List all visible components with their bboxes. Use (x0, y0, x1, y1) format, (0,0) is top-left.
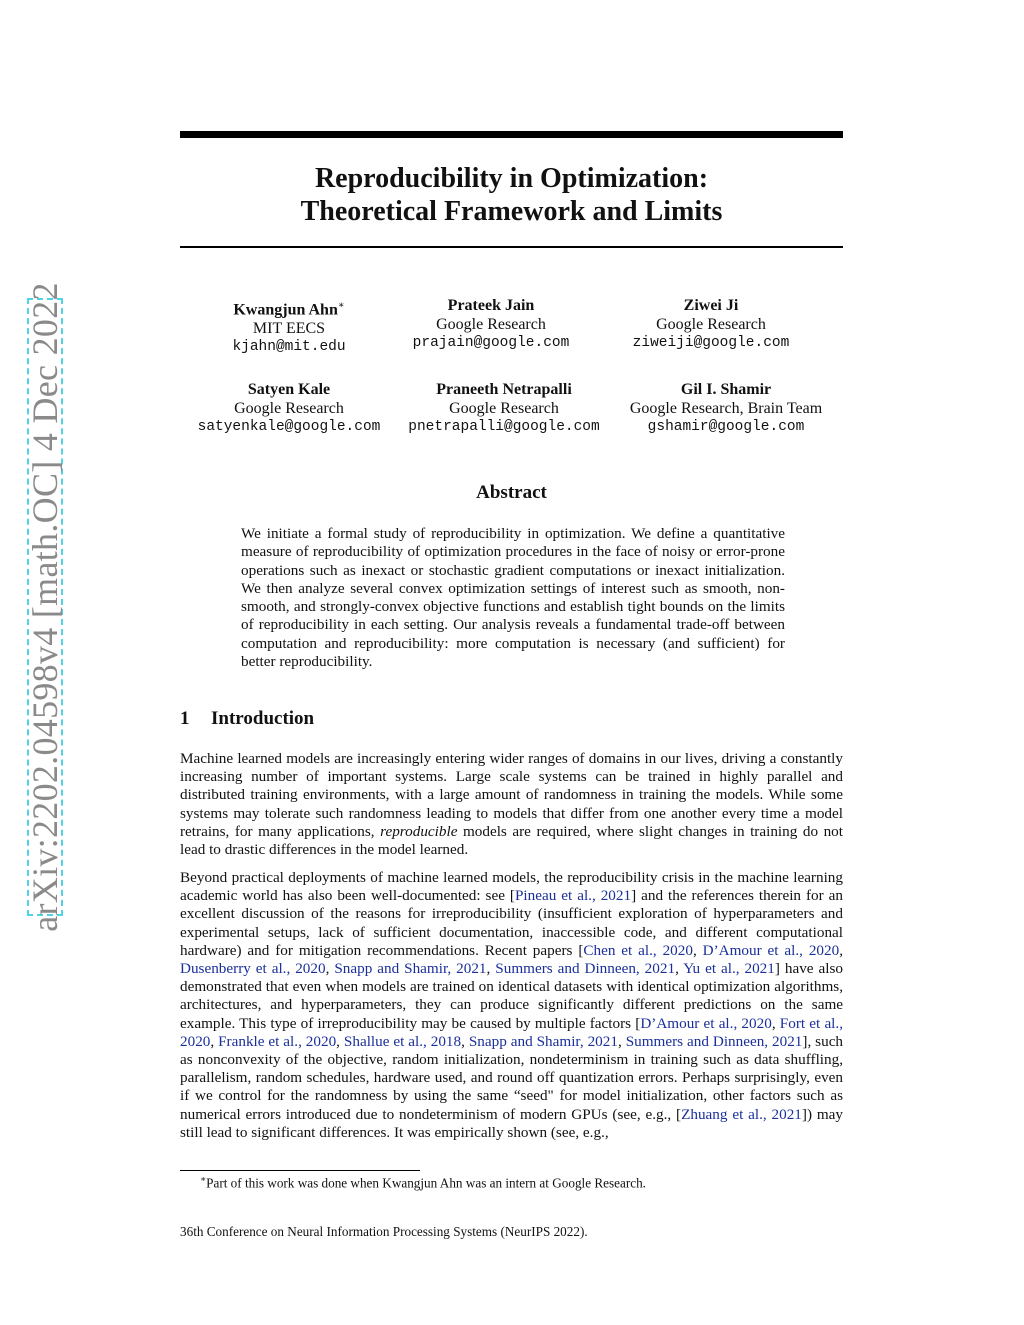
body-text: , (325, 960, 335, 978)
citation-link[interactable]: Zhuang et al., 2021 (681, 1105, 802, 1123)
citation-link[interactable]: D’Amour et al., 2020 (702, 941, 840, 959)
body-text: , (675, 960, 684, 978)
author-email: kjahn@mit.edu (232, 339, 346, 356)
body-text: Machine learned models are increasingly entering wider ranges of domains in our lives, driving a constantly increasing number of important systems. Large scale systems can be trained in highly parallel and distributed training environments, with a large amount of randomness in training the models. While some systems may tolerate such randomness leading to models that differ from one another every time a model retrains, for many applications, (180, 750, 843, 840)
author-name: Prateek Jain (447, 297, 535, 314)
body-text: ], such as nonconvexity of the objective, random initialization, nondeterminism in training such as data shuffling, parallelism, random schedules, hardware used, and round off quantization errors. Perhaps surprisingly, even if we control for the randomness by using the same “seed" for model initialization, other factors such as numerical errors introduced due to nondeterminism of modern GPUs (see, e.g., [ (180, 1032, 844, 1123)
author-email: pnetrapalli@google.com (408, 419, 600, 435)
citation-link[interactable]: Snapp and Shamir, 2021 (468, 1032, 618, 1050)
paragraph-1 (180, 750, 843, 859)
citation-link[interactable]: D’Amour et al., 2020 (640, 1014, 772, 1032)
citation-link[interactable]: Summers and Dinneen, 2021 (495, 960, 676, 978)
citation-link[interactable]: Yu et al., 2021 (683, 960, 775, 978)
citation-link[interactable]: Pineau et al., 2021 (514, 887, 632, 905)
footnote-text: Part of this work was done when Kwangjun Ahn was an intern at Google Research. (206, 1175, 646, 1191)
body-text: Beyond practical deployments of machine learned models, the reproducibility crisis in the machine learning academic world has also been well-documented: see [ (180, 869, 843, 905)
emphasis-text: reproducible (380, 822, 458, 840)
body-text: , (461, 1032, 469, 1050)
section-title: Introduction (211, 708, 315, 729)
author-email: gshamir@google.com (647, 419, 805, 435)
paragraph-2 (180, 869, 843, 1142)
citation-link[interactable]: Snapp and Shamir, 2021 (334, 960, 487, 978)
body-text: , (839, 941, 843, 959)
body-text: models are required, where slight changes in training do not lead to drastic differences in the model learned. (180, 822, 843, 859)
section-heading (180, 708, 314, 730)
footnote-rule (180, 1170, 420, 1171)
citation-link[interactable]: Fort et al., 2020 (180, 1014, 843, 1050)
author-name: Satyen Kale (247, 381, 331, 398)
citation-link[interactable]: Shallue et al., 2018 (343, 1032, 462, 1050)
section-number: 1 (180, 708, 190, 729)
body-text: , (486, 960, 496, 978)
title-line-1: Reproducibility in Optimization: (314, 163, 709, 194)
body-text: ] have also demonstrated that even when models are trained on identical datasets with identical optimization algorithms, architectures, and hyperparameters, they can produce significantly different predictions on the same example. This type of irreproducibility may be caused by multiple factors [ (180, 960, 843, 1032)
author-block (581, 296, 841, 353)
author-affiliation: MIT EECS (252, 320, 326, 338)
author-name: Ziwei Ji (683, 297, 739, 314)
citation-link[interactable]: Chen et al., 2020 (583, 941, 693, 959)
body-text: , (617, 1032, 626, 1050)
author-email: prajain@google.com (412, 335, 570, 351)
author-name: Praneeth Netrapalli (436, 381, 572, 398)
title-line-2: Theoretical Framework and Limits (300, 196, 723, 227)
citation-link[interactable]: Summers and Dinneen, 2021 (625, 1032, 803, 1050)
body-text: , (336, 1032, 344, 1050)
author-block (374, 380, 634, 437)
abstract-text: We initiate a formal study of reproducibility in optimization. We define a quantitative measure of reproducibility of optimization procedures in the face of noisy or error-prone operations such as inexact or stochastic gradient computations or inexact initialization. We then analyze several convex optimization settings of interest such as smooth, non-smooth, and strongly-convex objective functions and establish tight bounds on the limits of reproducibility in each setting. Our analysis reveals a fundamental trade-off between computation and reproducibility: more computation is necessary (and sufficient) for better reproducibility. (241, 525, 785, 671)
title-top-rule (180, 131, 843, 138)
body-text: ]) may still lead to significant differences. It was empirically shown (see, e.g., (180, 1105, 843, 1141)
citation-link[interactable]: Dusenberry et al., 2020 (180, 960, 326, 978)
footnote (200, 1174, 646, 1191)
title-bottom-rule (180, 246, 843, 248)
abstract-heading: Abstract (476, 482, 547, 503)
author-block (596, 380, 856, 437)
footnote-mark: ∗ (200, 1174, 207, 1184)
body-text: , (692, 941, 703, 959)
author-name: Gil I. Shamir (680, 381, 772, 398)
author-email: ziweiji@google.com (632, 335, 790, 351)
author-affiliation: Google Research (436, 316, 546, 333)
body-text: , (771, 1014, 780, 1032)
author-affiliation: Google Research (656, 316, 766, 333)
author-affiliation: Google Research, Brain Team (629, 400, 823, 417)
author-name: Kwangjun Ahn∗ (233, 300, 345, 319)
paper-title (180, 162, 843, 228)
body-text: , (210, 1032, 219, 1050)
citation-link[interactable]: Frankle et al., 2020 (218, 1032, 337, 1050)
author-email: satyenkale@google.com (197, 419, 381, 435)
arxiv-identifier[interactable]: arXiv:2202.04598v4 [math.OC] 4 Dec 2022 (25, 282, 65, 932)
author-affiliation: Google Research (234, 400, 344, 417)
body-text: ] and the references therein for an excellent discussion of the reasons for irreproducibility (insufficient exploration of hyperparameters and experimental setups, lack of sufficient documentation, inaccessible code, and different computational hardware) and for mitigation recommendations. Recent papers [ (180, 887, 843, 959)
venue-note: 36th Conference on Neural Information Processing Systems (NeurIPS 2022). (180, 1224, 588, 1239)
author-affiliation: Google Research (449, 400, 559, 417)
